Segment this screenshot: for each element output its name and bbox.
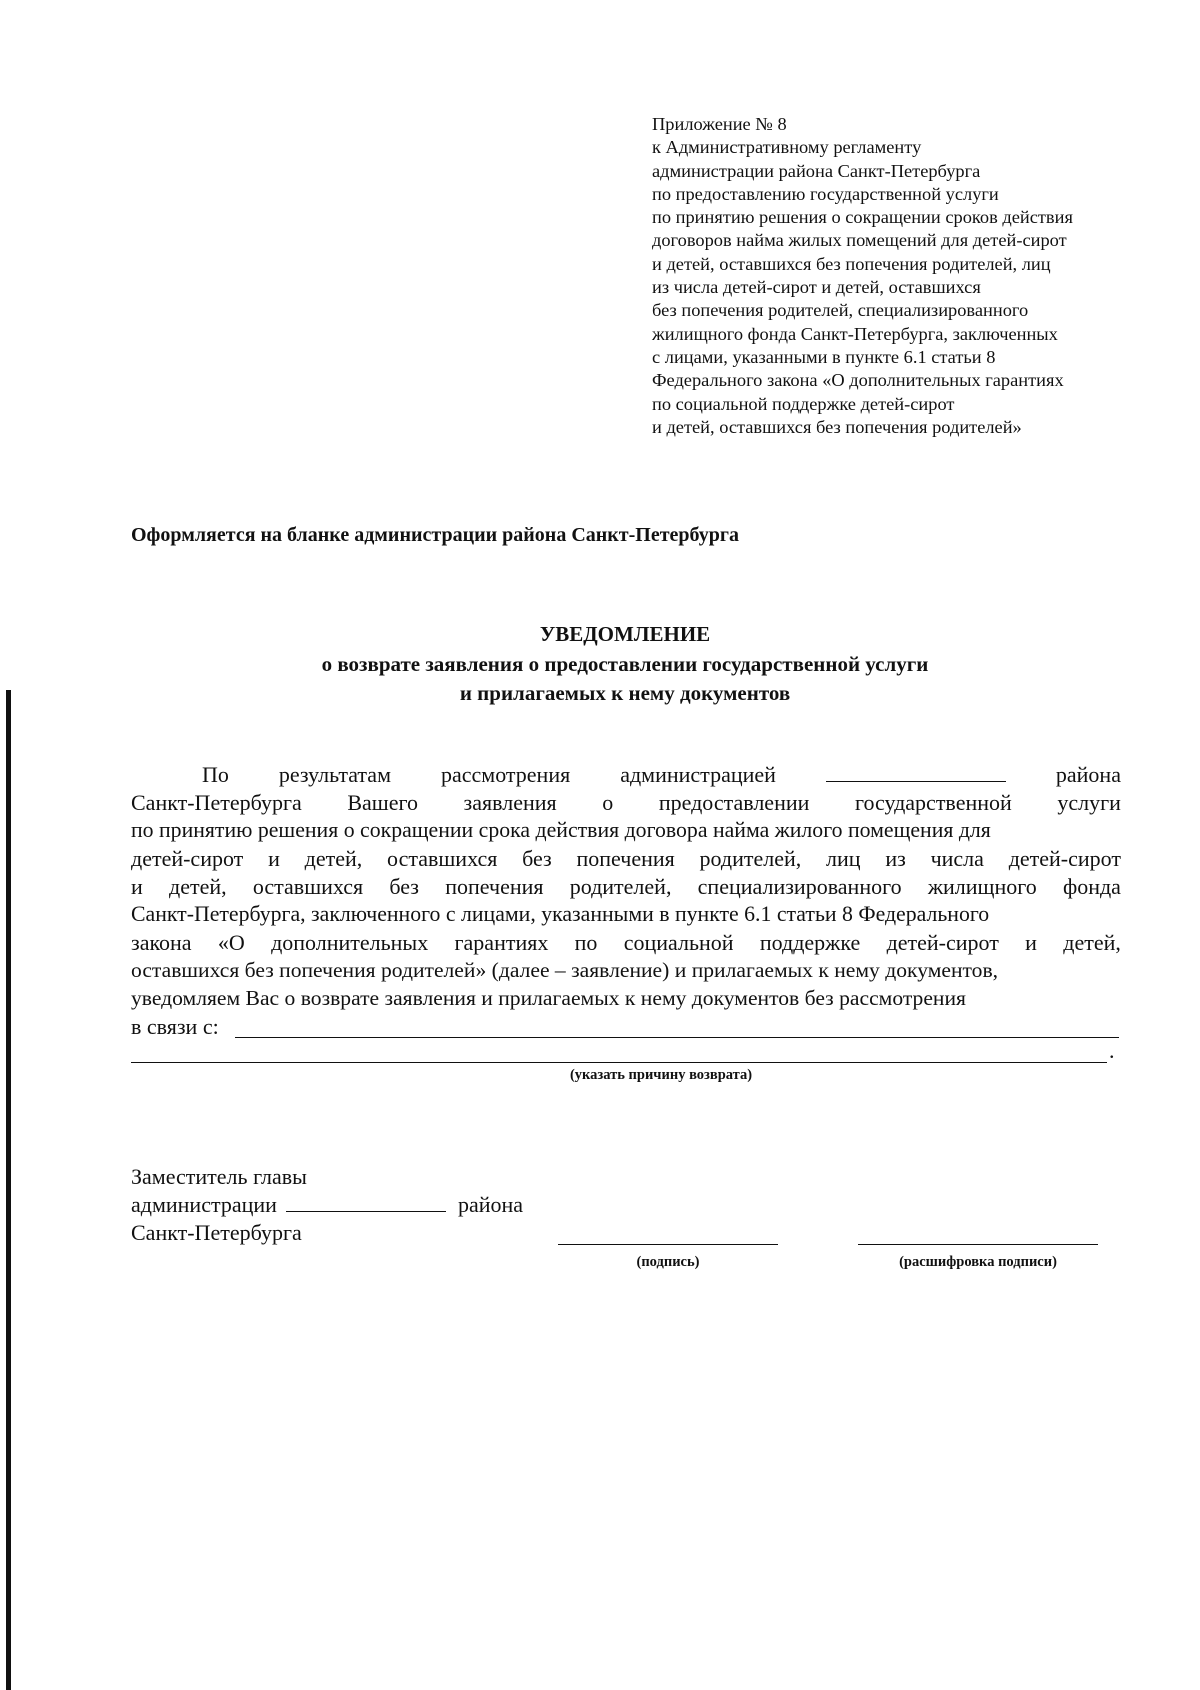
body-line-3: по принятию решения о сокращении срока действия договора найма жилого помещения для <box>131 818 991 842</box>
word: специализированного <box>697 874 902 899</box>
word: детей, <box>304 846 363 871</box>
word: услуги <box>1057 790 1121 815</box>
word: Вашего <box>347 790 418 815</box>
word: детей, <box>169 874 227 899</box>
word: «О <box>217 930 245 955</box>
body-line-10: в связи с: <box>131 1014 219 1039</box>
signer-title-line-1: Заместитель главы <box>131 1164 307 1189</box>
annex-line: Федерального закона «О дополнительных гарантиях <box>652 370 1064 391</box>
annex-header <box>652 113 1122 439</box>
body-line-1 <box>202 762 1121 788</box>
body-line-6: Санкт-Петербурга, заключенного с лицами, указанными в пункте 6.1 статьи 8 Федерального <box>131 902 990 926</box>
word: оставшихся <box>387 846 498 871</box>
annex-line: к Административному регламенту <box>652 137 922 158</box>
annex-line: Приложение № 8 <box>652 114 787 134</box>
signature-decode-caption: (расшифровка подписи) <box>899 1254 1057 1270</box>
word: закона <box>131 930 192 955</box>
word: попечения <box>576 846 675 871</box>
word: результатам <box>278 762 391 787</box>
annex-line: по принятию решения о сокращении сроков действия <box>652 207 1073 228</box>
word: заявления <box>463 790 557 815</box>
annex-line: администрации района Санкт-Петербурга <box>652 160 981 181</box>
letterhead-note: Оформляется на бланке администрации района Санкт-Петербурга <box>131 524 739 546</box>
body-line-2 <box>131 790 1121 816</box>
scan-edge-mark <box>6 690 11 1690</box>
reason-field-line-2[interactable] <box>131 1062 1107 1063</box>
annex-line: без попечения родителей, специализированного <box>652 300 1029 321</box>
word: социальной <box>623 930 734 955</box>
word: детей-сирот <box>886 930 999 955</box>
signer-title-line-3: Санкт-Петербурга <box>131 1220 302 1245</box>
body-line-5 <box>131 874 1121 900</box>
word: детей-сирот <box>131 846 244 871</box>
signer-title-line-2 <box>131 1192 523 1218</box>
notice-subtitle-2: и прилагаемых к нему документов <box>459 681 791 705</box>
word: без <box>522 846 552 871</box>
reason-end-period: . <box>1109 1038 1115 1063</box>
word: детей-сирот <box>1008 846 1121 871</box>
word: и <box>268 846 280 871</box>
body-line-8: оставшихся без попечения родителей» (далее – заявление) и прилагаемых к нему документов, <box>131 958 999 982</box>
word: лиц <box>826 846 861 871</box>
annex-line: по социальной поддержке детей-сирот <box>652 393 955 414</box>
word: попечения <box>445 874 544 899</box>
annex-line: жилищного фонда Санкт-Петербурга, заключенных <box>652 323 1058 344</box>
annex-line: и детей, оставшихся без попечения родителей» <box>652 416 1022 437</box>
reason-caption: (указать причину возврата) <box>569 1067 753 1083</box>
word: района <box>1055 762 1121 787</box>
annex-line: договоров найма жилых помещений для детей-сирот <box>652 230 1067 251</box>
word: государственной <box>854 790 1012 815</box>
word: родителей, <box>569 874 672 899</box>
word: По <box>202 762 229 787</box>
word: предоставлении <box>658 790 810 815</box>
word: детей, <box>1063 930 1121 955</box>
word: жилищного <box>927 874 1037 899</box>
signer-district-field[interactable] <box>286 1195 446 1212</box>
notice-subtitle: о возврате заявления о предоставлении государственной услуги <box>321 652 929 676</box>
body-line-4 <box>131 846 1121 872</box>
district-name-field[interactable] <box>826 765 1006 782</box>
word: и <box>1025 930 1037 955</box>
word: без <box>389 874 420 899</box>
word: рассмотрения <box>440 762 571 787</box>
annex-line: из числа детей-сирот и детей, оставшихся <box>652 277 981 298</box>
word: Санкт-Петербурга <box>131 790 302 815</box>
reason-field-line-1[interactable] <box>235 1037 1119 1038</box>
body-line-7 <box>131 930 1121 956</box>
word: гарантиях <box>454 930 549 955</box>
word: о <box>602 790 614 815</box>
word: и <box>131 874 143 899</box>
signature-field[interactable] <box>558 1244 778 1245</box>
annex-line: и детей, оставшихся без попечения родителей, лиц <box>652 253 1051 274</box>
signer-admin-label: администрации <box>131 1192 277 1217</box>
word: фонда <box>1062 874 1121 899</box>
word: администрацией <box>620 762 776 787</box>
notice-heading: УВЕДОМЛЕНИЕ <box>539 622 711 646</box>
word: числа <box>930 846 984 871</box>
signature-decode-field[interactable] <box>858 1244 1098 1245</box>
word: из <box>885 846 906 871</box>
word: поддержке <box>759 930 861 955</box>
body-line-9: уведомляем Вас о возврате заявления и прилагаемых к нему документов без рассмотрения <box>131 986 966 1010</box>
word: по <box>574 930 598 955</box>
annex-line: с лицами, указанными в пункте 6.1 статьи 8 <box>652 346 996 367</box>
word: родителей, <box>699 846 802 871</box>
annex-line: по предоставлению государственной услуги <box>652 183 999 204</box>
signature-caption: (подпись) <box>636 1254 700 1270</box>
signer-district-label: района <box>457 1192 524 1217</box>
word: оставшихся <box>252 874 364 899</box>
word: дополнительных <box>271 930 429 955</box>
